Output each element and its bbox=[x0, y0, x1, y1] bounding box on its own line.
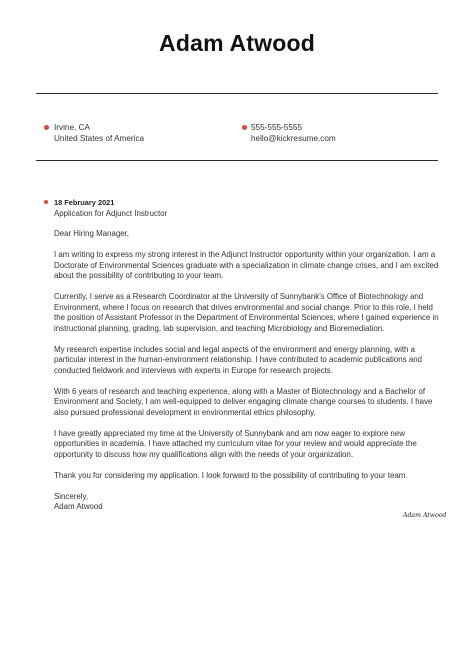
closing: Sincerely, bbox=[54, 491, 89, 501]
paragraph-5: I have greatly appreciated my time at the University of Sunnybank and am now eager to explore new opportunities in academia. I have attached my curriculum vitae for your review and would appreciate the opportunity to discuss how my qualifications align with the needs of your organization. bbox=[54, 428, 417, 459]
location-bullet-icon bbox=[44, 125, 49, 130]
address-country: United States of America bbox=[54, 134, 145, 144]
address-block bbox=[54, 122, 144, 144]
email-address: hello@kickresume.com bbox=[251, 134, 336, 144]
letter-date: 18 February 2021 bbox=[54, 198, 115, 207]
letter-body bbox=[54, 229, 440, 513]
date-bullet-icon bbox=[44, 200, 48, 204]
paragraph-6: Thank you for considering my application. I look forward to the possibility of contributing to your team. bbox=[54, 470, 408, 480]
handwritten-signature: Adam Atwood bbox=[403, 512, 447, 519]
greeting: Dear Hiring Manager, bbox=[54, 229, 129, 238]
phone-number: 555-555-5555 bbox=[251, 123, 302, 132]
address-city: Irvine, CA bbox=[54, 123, 90, 132]
contact-bullet-icon bbox=[242, 125, 247, 130]
contact-block bbox=[251, 122, 336, 144]
paragraph-4: With 6 years of research and teaching experience, along with a Master of Biotechnology and a Bachelor of Environment and Society, I am well-equipped to deliver engaging climate change courses to students. I have also pursued professional development in environmental ethics philosophy. bbox=[54, 386, 433, 417]
paragraph-1: I am writing to express my strong interest in the Adjunct Instructor opportunity within your organization. I am a Doctorate of Environmental Sciences graduate with a specialization in climate change crises, and I am excited about the possibility of contributing to your team. bbox=[54, 250, 439, 280]
applicant-name: Adam Atwood bbox=[159, 30, 315, 56]
letter-subject: Application for Adjunct Instructor bbox=[54, 209, 168, 218]
top-divider bbox=[36, 93, 438, 94]
bottom-divider bbox=[36, 160, 438, 161]
paragraph-3: My research expertise includes social and legal aspects of the environment and energy planning, with a particular interest in the human-environment relationship. I have contributed to academic publications and conducted fieldwork and interviews with experts in Europe for research projects. bbox=[54, 344, 423, 375]
signoff-name: Adam Atwood bbox=[54, 502, 103, 511]
paragraph-2: Currently, I serve as a Research Coordinator at the University of Sunnybank's Office of Biotechnology and Environment, where I focus on research that drives environmental and social change. Prior to this role, I held the position of Assistant Professor in the Department of Environmental Sciences, where I gained experience in instructional planning, grading, lab supervision, and teaching Microbiology and Bioremediation. bbox=[54, 292, 439, 333]
